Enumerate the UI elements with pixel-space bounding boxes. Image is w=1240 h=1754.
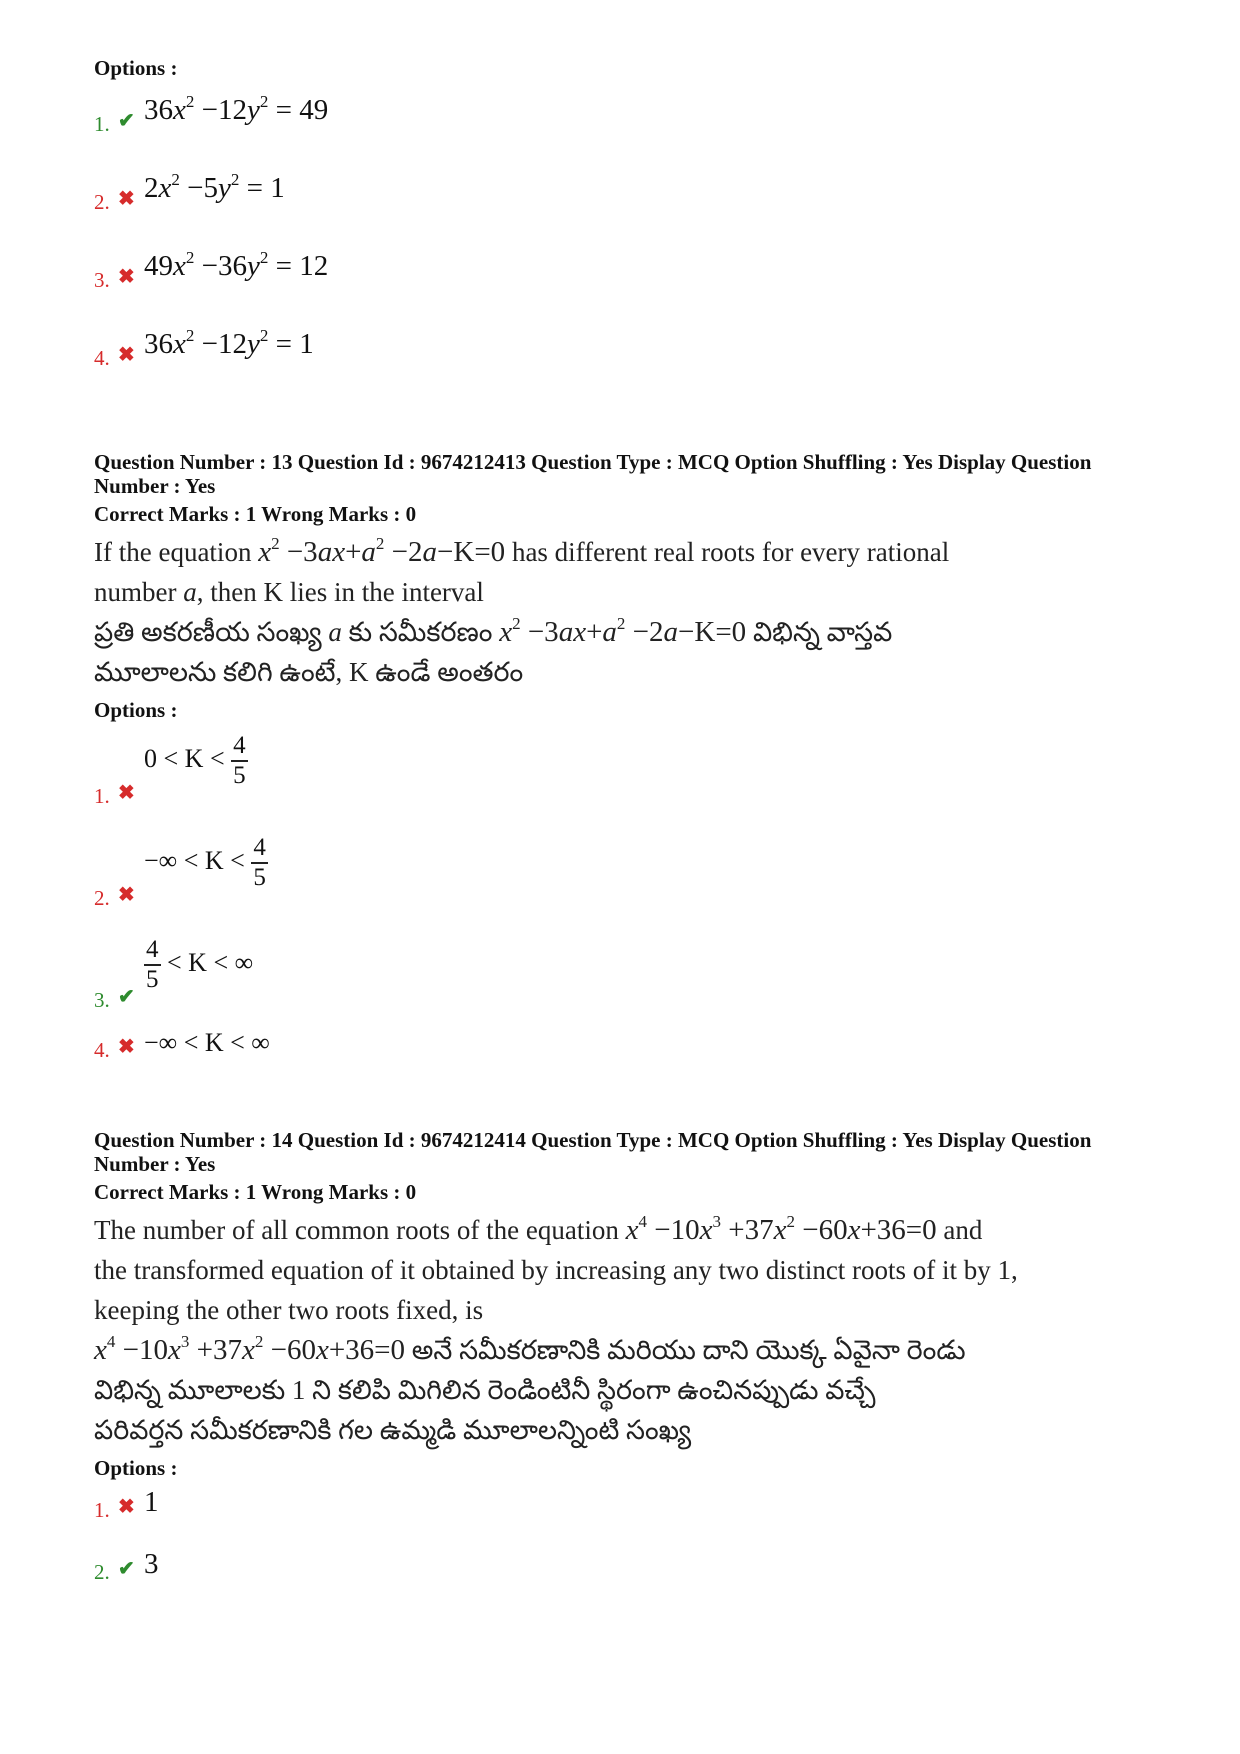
q14-header: Question Number : 14 Question Id : 9674212414 Question Type : MCQ Option Shuffling : Yes Display Question Number : Yes [94, 1128, 1092, 1176]
option-interval: 0 < K < $\frac{4}{5}$ [144, 732, 246, 789]
option-equation: $49x^2 -36y^2 = 12$ [144, 248, 329, 282]
option-number: 3. [94, 268, 110, 292]
q13-question-text: If the equation $x^2 -3ax+a^2 -2a-K=0$ has different real roots for every rational number a, then K lies in the interval ప్రతి అకరణీయ సంఖ్య a కు సమీకరణం $x^2 -3ax+a^2 -2a-K=0$ విభిన్న వాస్తవ మూలాలను కలిగి ఉంటే, K ఉండే అంతరం [94, 534, 950, 687]
option-number: 2. [94, 190, 110, 214]
q12-options-label: Options : [94, 56, 178, 80]
q13-marks: Correct Marks : 1 Wrong Marks : 0 [94, 502, 417, 526]
q12-option-1[interactable] [94, 92, 1144, 154]
q14-option-1[interactable] [94, 1484, 1144, 1534]
option-number: 4. [94, 346, 110, 370]
q14-options-label: Options : [94, 1456, 178, 1480]
option-number: 2. [94, 1560, 110, 1584]
cross-icon: ✖ [118, 344, 135, 366]
q13-header: Question Number : 13 Question Id : 9674212413 Question Type : MCQ Option Shuffling : Yes Display Question Number : Yes [94, 450, 1092, 498]
q13-option-3[interactable] [94, 932, 1144, 1018]
q12-option-2[interactable] [94, 170, 1144, 232]
option-value: 3 [144, 1548, 159, 1580]
option-number: 3. [94, 988, 110, 1012]
option-equation: $36x^2 -12y^2 = 49$ [144, 92, 329, 126]
option-number: 4. [94, 1038, 110, 1062]
q12-option-4[interactable] [94, 326, 1144, 388]
q14-question-text: The number of all common roots of the equation $x^4 -10x^3 +37x^2 -60x+36=0$ and the transformed equation of it obtained by increasing any two distinct roots of it by 1, keeping the other two roots fixed, is $x^4 -10x^3 +37x^2 -60x+36=0$ అనే సమీకరణానికి మరియు దాని యొక్క ఏవైనా రెండు విభిన్న మూలాలకు 1 ని కలిపి మిగిలిన రెండింటినీ స్థిరంగా ఉంచినప్పుడు వచ్చే పరివర్తన సమీకరణానికి గల ఉమ్మడి మూలాలన్నింటి సంఖ్య [94, 1212, 1018, 1445]
option-number: 1. [94, 784, 110, 808]
question-paper-page [94, 56, 1144, 1596]
option-equation: $2x^2 -5y^2 = 1$ [144, 170, 285, 204]
q14-option-2[interactable] [94, 1546, 1144, 1596]
option-interval: $\frac{4}{5}$ < K < ∞ [146, 936, 254, 993]
q13-options-label: Options : [94, 698, 178, 722]
check-icon: ✔ [118, 110, 135, 132]
check-icon: ✔ [118, 1558, 135, 1580]
cross-icon: ✖ [118, 266, 135, 288]
q14-marks: Correct Marks : 1 Wrong Marks : 0 [94, 1180, 417, 1204]
cross-icon: ✖ [118, 188, 135, 210]
option-interval: −∞ < K < $\frac{4}{5}$ [144, 834, 266, 891]
check-icon: ✔ [118, 986, 135, 1008]
q12-option-3[interactable] [94, 248, 1144, 310]
cross-icon: ✖ [118, 884, 135, 906]
option-equation: $36x^2 -12y^2 = 1$ [144, 326, 314, 360]
option-number: 2. [94, 886, 110, 910]
option-number: 1. [94, 112, 110, 136]
option-value: 1 [144, 1486, 159, 1518]
q13-option-4[interactable] [94, 1024, 1144, 1072]
cross-icon: ✖ [118, 782, 135, 804]
cross-icon: ✖ [118, 1496, 135, 1518]
q13-option-1[interactable] [94, 728, 1144, 814]
option-number: 1. [94, 1498, 110, 1522]
cross-icon: ✖ [118, 1036, 135, 1058]
option-interval: −∞ < K < ∞ [144, 1028, 270, 1057]
q13-option-2[interactable] [94, 830, 1144, 916]
